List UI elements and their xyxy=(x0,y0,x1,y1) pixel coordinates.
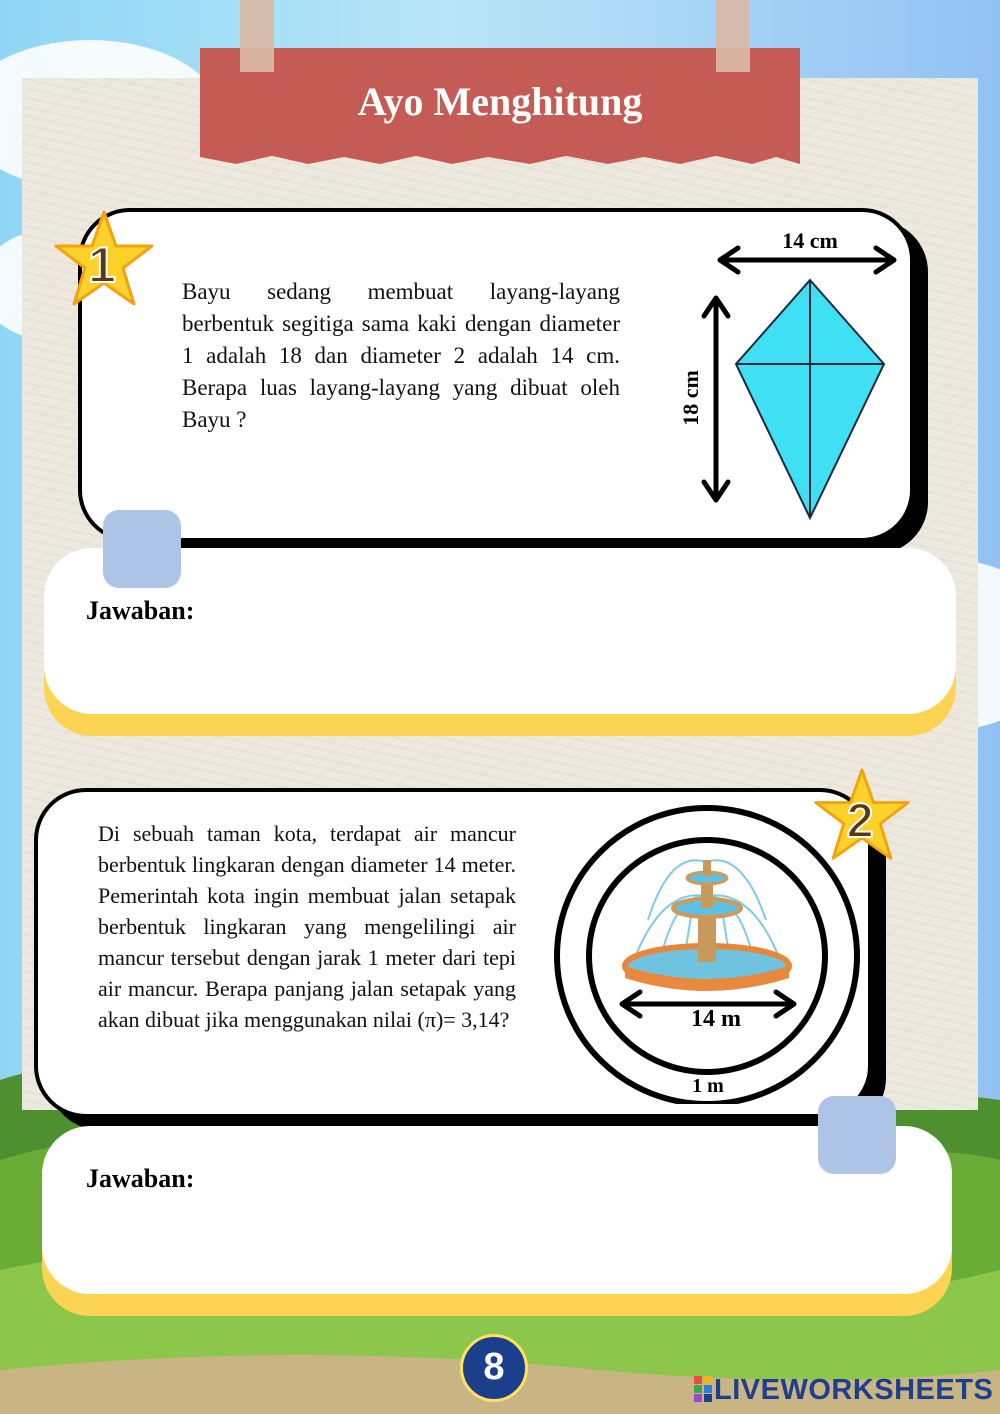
question-1-text: Bayu sedang membuat layang-layang berbentuk segitiga sama kaki dengan diameter 1 adalah 18 dan diameter 2 adalah 14 cm. Berapa luas layang-layang yang dibuat oleh Bayu ? xyxy=(182,279,620,432)
path-gap-label: 1 m xyxy=(692,1075,724,1097)
answer-2-box[interactable] xyxy=(42,1126,952,1294)
star-number-1-icon xyxy=(50,208,158,312)
question-2-number: 2 xyxy=(846,794,874,849)
page-number: 8 xyxy=(483,1346,505,1388)
star-number-2-icon xyxy=(810,766,914,866)
answer-1-label: Jawaban: xyxy=(86,596,195,625)
tape-left xyxy=(240,0,274,72)
tape-right xyxy=(716,0,750,72)
liveworksheets-logo-icon xyxy=(694,1376,712,1402)
question-2-text: Di sebuah taman kota, terdapat air mancur berbentuk lingkaran dengan diameter 14 meter. Pemerintah kota ingin membuat jalan setapak berbentuk lingkaran yang mengelilingi air mancur tersebut dengan jarak 1 meter dari tepi air mancur. Berapa panjang jalan setapak yang akan dibuat jika menggunakan nilai (π)= 3,14? xyxy=(98,821,516,1032)
answer-2-label: Jawaban: xyxy=(86,1164,195,1193)
question-1-number: 1 xyxy=(88,237,116,293)
fountain-diameter-label: 14 m xyxy=(691,1006,741,1032)
page-title: Ayo Menghitung xyxy=(357,79,643,124)
answer-1-marker-square xyxy=(103,510,181,588)
kite-width-label: 14 cm xyxy=(782,228,838,253)
liveworksheets-brand[interactable]: LIVEWORKSHEETS xyxy=(714,1374,994,1406)
kite-diagram xyxy=(668,226,908,526)
answer-2-marker-square xyxy=(818,1096,896,1174)
kite-height-label: 18 cm xyxy=(678,370,703,426)
